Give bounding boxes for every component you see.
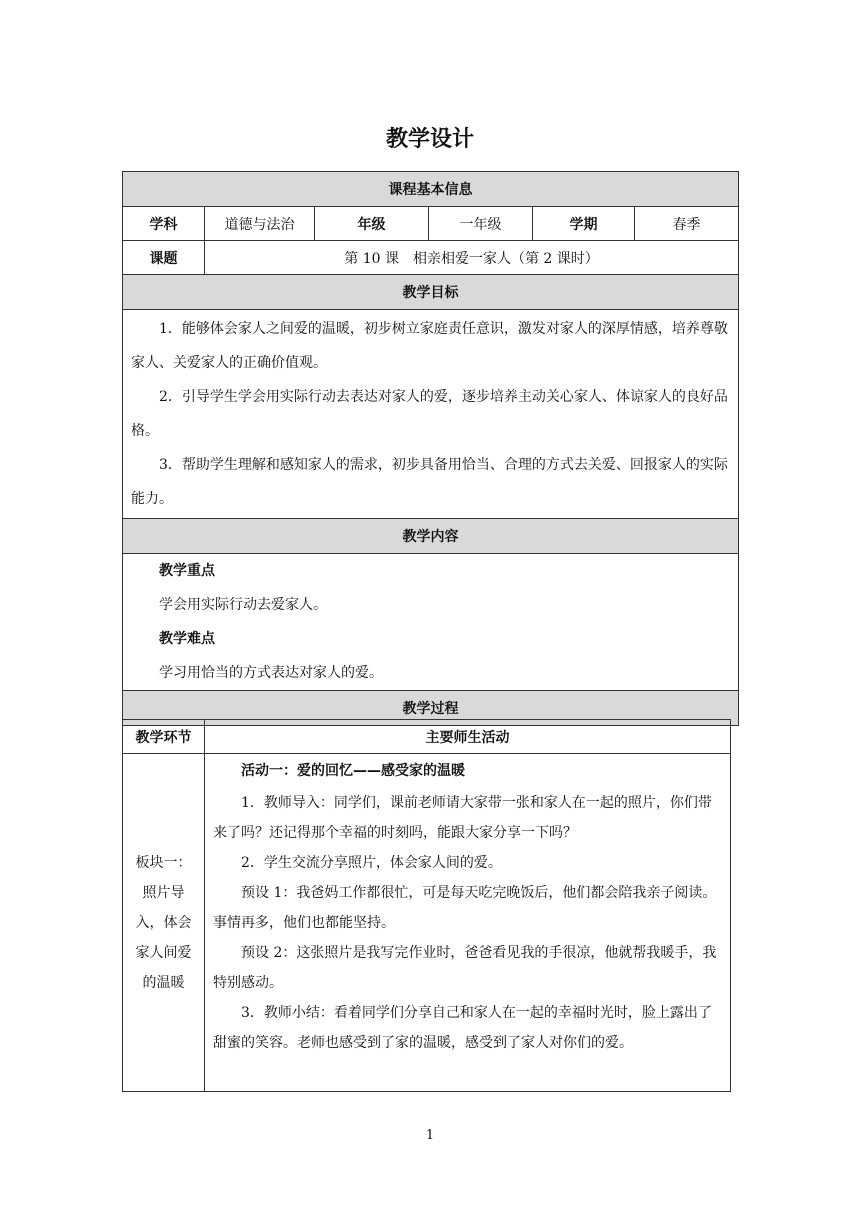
subject-value: 道德与法治 — [205, 207, 315, 241]
activity-paragraph: 预设 1：我爸妈工作都很忙，可是每天吃完晚饭后，他们都会陪我亲子阅读。事情再多，他们也都能坚持。 — [213, 885, 717, 931]
activities-cell — [205, 754, 731, 1092]
objectives-header: 教学目标 — [123, 275, 739, 310]
difficulty-label: 教学难点 — [159, 631, 215, 647]
objective-item: 1．能够体会家人之间爱的温暖，初步树立家庭责任意识，激发对家人的深厚情感，培养尊敬家人、关爱家人的正确价值观。 — [131, 321, 728, 371]
process-header: 教学过程 — [123, 691, 739, 726]
activity-paragraph: 2．学生交流分享照片，体会家人间的爱。 — [241, 855, 502, 871]
grade-value: 一年级 — [429, 207, 533, 241]
grade-label: 年级 — [315, 207, 429, 241]
difficulty-text: 学习用恰当的方式表达对家人的爱。 — [159, 665, 383, 681]
document-title: 教学设计 — [385, 127, 474, 152]
info-table — [122, 171, 739, 726]
subject-label: 学科 — [123, 207, 205, 241]
topic-value: 第 10 课 相亲相爱一家人（第 2 课时） — [205, 241, 739, 275]
stage-label: 板块一：照片导入，体会家人间爱的温暖 — [135, 854, 192, 991]
term-value: 春季 — [635, 207, 739, 241]
activity-paragraph: 1．教师导入：同学们，课前老师请大家带一张和家人在一起的照片，你们带来了吗？还记得那个幸福的时刻吗，能跟大家分享一下吗？ — [213, 795, 712, 841]
stage-cell — [123, 754, 205, 1092]
content-header: 教学内容 — [123, 519, 739, 554]
topic-label: 课题 — [123, 241, 205, 275]
content-body — [123, 554, 739, 691]
page-number: 1 — [425, 1128, 435, 1143]
column-activities: 主要师生活动 — [205, 720, 731, 754]
objective-item: 3．帮助学生理解和感知家人的需求，初步具备用恰当、合理的方式去关爱、回报家人的实际能力。 — [131, 457, 728, 507]
activity-title: 活动一：爱的回忆——感受家的温暖 — [241, 763, 465, 779]
objectives-body — [123, 310, 739, 519]
column-stage: 教学环节 — [123, 720, 205, 754]
activity-paragraph: 预设 2：这张照片是我写完作业时，爸爸看见我的手很凉，他就帮我暖手，我特别感动。 — [213, 945, 717, 991]
process-table — [122, 719, 731, 1092]
activity-paragraph: 3．教师小结：看着同学们分享自己和家人在一起的幸福时光时，脸上露出了甜蜜的笑容。老师也感受到了家的温暖，感受到了家人对你们的爱。 — [213, 1005, 712, 1051]
basic-info-header: 课程基本信息 — [123, 172, 739, 207]
objective-item: 2．引导学生学会用实际行动去表达对家人的爱，逐步培养主动关心家人、体谅家人的良好品格。 — [131, 389, 728, 439]
term-label: 学期 — [533, 207, 635, 241]
key-point-label: 教学重点 — [159, 563, 215, 579]
key-point-text: 学会用实际行动去爱家人。 — [159, 597, 327, 613]
